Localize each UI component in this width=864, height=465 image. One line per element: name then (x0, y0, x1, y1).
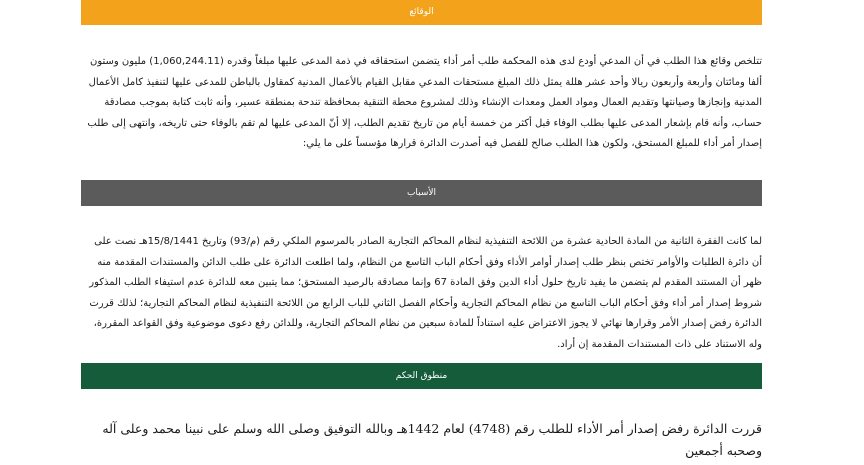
ruling-section-header (81, 363, 762, 389)
ruling-section-title: منطوق الحكم (395, 371, 448, 381)
reasons-section-title: الأسباب (406, 188, 437, 198)
facts-paragraph: تتلخص وقائع هذا الطلب في أن المدعي أودع لدى هذه المحكمة طلب أمر أداء يتضمن استحقاقه في ذمة المدعى عليها مبلغاً وقدره (1,060,244.11) مليون وستون ألفا ومائتان وأربعة وأربعون ريالا وأحد عشر هللة يمثل ذلك المبلغ مستحقات المدعي مقابل القيام بالأعمال المدنية كمقاول بالباطن للمدعى عليها لتنفيذ كامل الأعمال المدنية وإنجازها وصيانتها وتقديم العمال ومواد العمل ومعدات الإنشاء وذلك لمشروع محطة التنقية بمحافظة تندحة بمنطقة عسير، وأنه ثابت كتابة بموجب مصادقة حساب، وأنه قام بإشعار المدعى عليها بطلب الوفاء قبل أكثر من خمسة أيام من تاريخ تقديم الطلب، إلا أنّ المدعى عليها لم تقم بالوفاء حتى تاريخه، وانتهى إلى طلب إصدار أمر أداء للمبلغ المستحق، ولكون هذا الطلب صالح للفصل فيه أصدرت الدائرة قرارها مؤسساً على ما يلي: (87, 56, 762, 149)
reasons-section-header (81, 180, 762, 206)
reasons-paragraph: لما كانت الفقرة الثانية من المادة الحادية عشرة من اللائحة التنفيذية لنظام المحاكم التجارية الصادر بالمرسوم الملكي رقم (م/93) وتاريخ 15/8/1441هـ نصت على أن دائرة الطلبات والأوامر تختص بنظر طلب إصدار أوامر الأداء وفق أحكام الباب التاسع من النظام، ولما اطلعت الدائرة على طلب الدائن والمستندات المقدمة منه ظهر أن المستند المقدم لم يتضمن ما يفيد تاريخ حلول أداء الدين وفق المادة 67 وإنما مصادقة بالرصيد المستحق؛ مما يتبين معه للدائرة عدم استيفاء الطلب المذكور شروط إصدار أمر أداء وفق أحكام الباب التاسع من نظام المحاكم التجارية وأحكام الفصل الثاني للباب الرابع من اللائحة التنفيذية لنظام المحاكم التجارية؛ لذلك قررت الدائرة رفض إصدار الأمر وقرارها نهائي لا يجوز الاعتراض عليه استناداً للمادة سبعين من نظام المحاكم التجارية، وللدائن رفع دعوى موضوعية وفق القواعد المقررة، وله الاستناد على ذات المستندات المقدمة إن أراد. (89, 236, 762, 350)
facts-section-header (81, 0, 762, 25)
ruling-paragraph: قررت الدائرة رفض إصدار أمر الأداء للطلب رقم (4748) لعام 1442هـ وبالله التوفيق وصلى الله وسلم على نبينا محمد وعلى آله وصحبه أجمعين (102, 421, 762, 458)
facts-section-title: الوقائع (409, 7, 434, 17)
